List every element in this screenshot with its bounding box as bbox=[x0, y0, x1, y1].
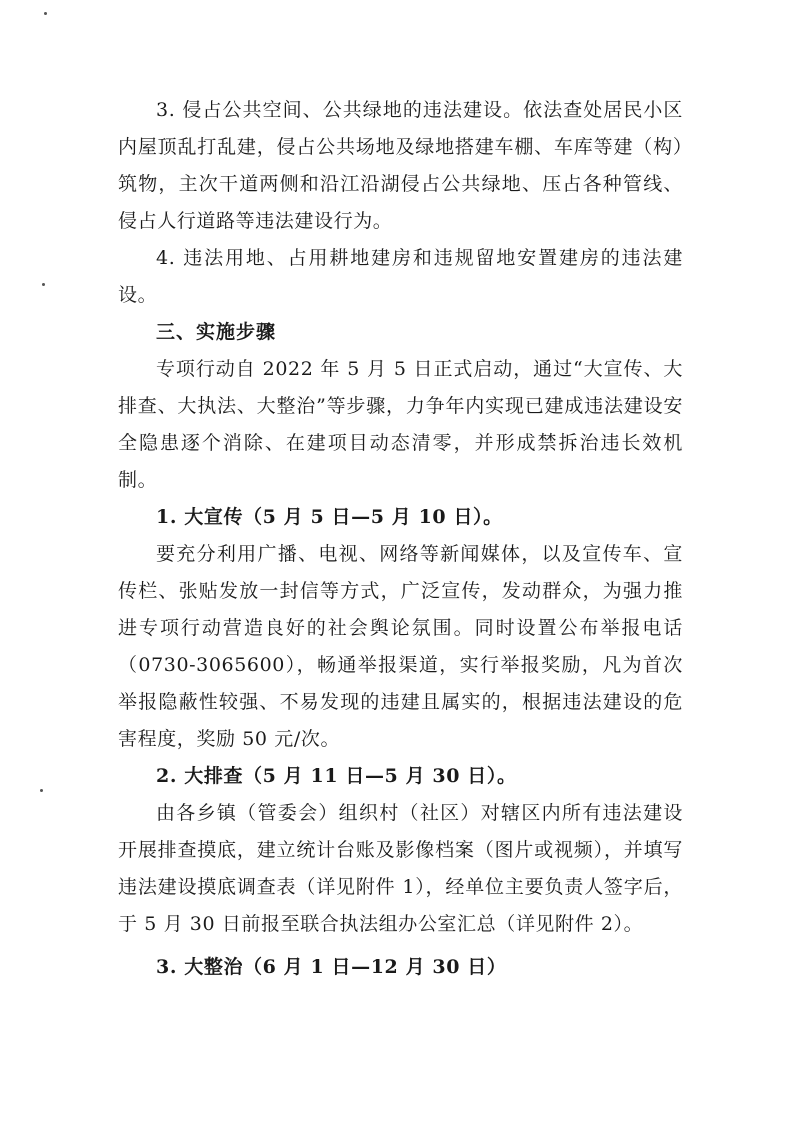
scan-speck bbox=[44, 12, 47, 15]
paragraph-item-3: 3. 侵占公共空间、公共绿地的违法建设。依法查处居民小区内屋顶乱打乱建，侵占公共场地及绿地搭建车棚、车库等建（构）筑物，主次干道两侧和沿江沿湖侵占公共绿地、压占各种管线、侵占人行道路等违法建设行为。 bbox=[118, 99, 683, 232]
paragraph-intro: 专项行动自 2022 年 5 月 5 日正式启动，通过“大宣传、大排查、大执法、大整治”等步骤，力争年内实现已建成违法建设安全隐患逐个消除、在建项目动态清零，并形成禁拆治违长效机制。 bbox=[118, 358, 683, 491]
step-1-body: 要充分利用广播、电视、网络等新闻媒体，以及宣传车、宣传栏、张贴发放一封信等方式，广泛宣传，发动群众，为强力推进专项行动营造良好的社会舆论氛围。同时设置公布举报电话（0730-3065600），畅通举报渠道，实行举报奖励，凡为首次举报隐蔽性较强、不易发现的违建且属实的，根据违法建设的危害程度，奖励 50 元/次。 bbox=[118, 543, 683, 750]
scan-speck bbox=[40, 789, 43, 792]
paragraph-item-4: 4. 违法用地、占用耕地建房和违规留地安置建房的违法建设。 bbox=[118, 247, 683, 306]
step-2-heading: 2. 大排查（5 月 11 日—5 月 30 日）。 bbox=[156, 765, 517, 787]
step-3-heading: 3. 大整治（6 月 1 日—12 月 30 日） bbox=[156, 956, 507, 978]
section-heading-implementation-steps: 三、实施步骤 bbox=[156, 321, 277, 343]
document-body bbox=[118, 92, 683, 986]
step-1-heading: 1. 大宣传（5 月 5 日—5 月 10 日）。 bbox=[156, 506, 503, 528]
scan-speck bbox=[42, 283, 45, 286]
step-2-body: 由各乡镇（管委会）组织村（社区）对辖区内所有违法建设开展排查摸底，建立统计台账及影像档案（图片或视频），并填写违法建设摸底调查表（详见附件 1），经单位主要负责人签字后，于 5 月 30 日前报至联合执法组办公室汇总（详见附件 2）。 bbox=[118, 802, 683, 935]
